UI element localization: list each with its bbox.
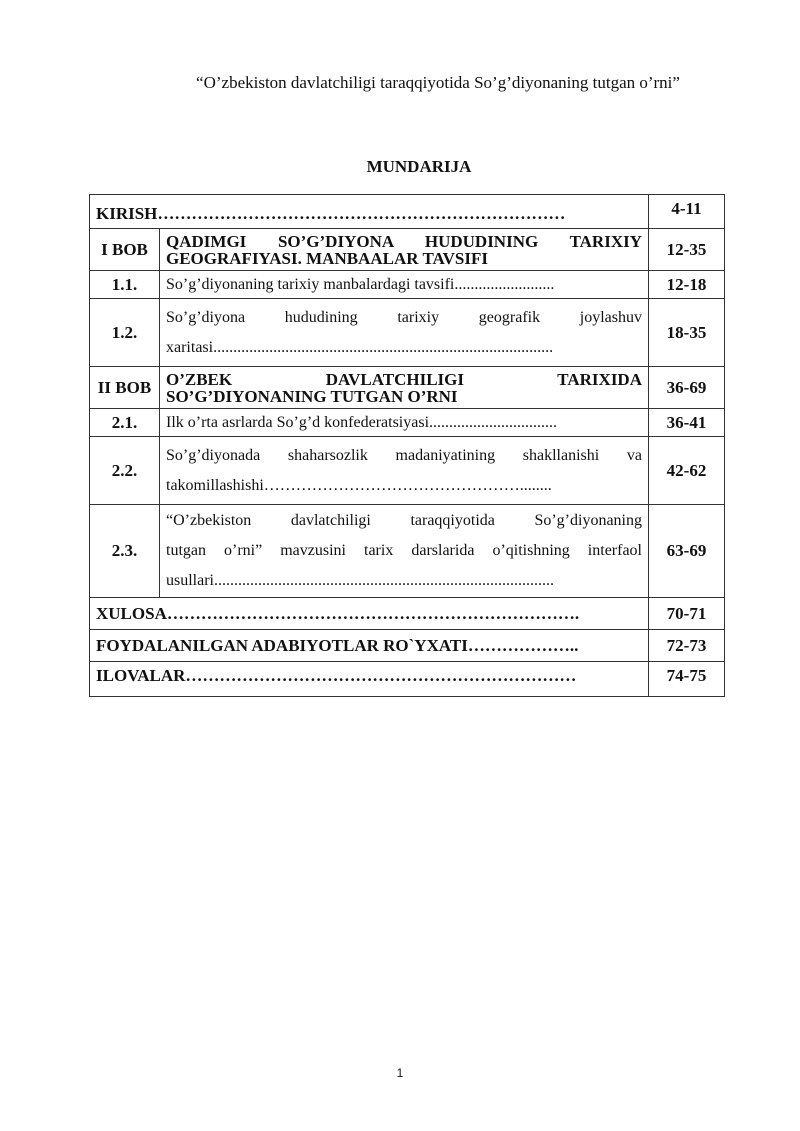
toc-row-kirish bbox=[90, 195, 725, 229]
toc-bob1-title-line1: QADIMGI SO’G’DIYONA HUDUDINING TARIXIY bbox=[166, 231, 642, 251]
page-title: MUNDARIJA bbox=[366, 157, 472, 176]
toc-row-1-1 bbox=[90, 271, 725, 299]
toc-xulosa-label: XULOSA………………………………………………………………. bbox=[90, 598, 649, 630]
toc-bob2-title-line2: SO’G’DIYONANING TUTGAN O’RNI bbox=[166, 386, 458, 406]
toc-bob1-pages: 12-35 bbox=[649, 229, 725, 271]
toc-ilovalar-label: ILOVALAR…………………………………………………………… bbox=[90, 662, 649, 697]
toc-1-2-num: 1.2. bbox=[90, 299, 160, 367]
toc-2-2-text-line2: takomillashishi…………………………………………........ bbox=[166, 476, 552, 494]
toc-bob2-title-line1: O’ZBEK DAVLATCHILIGI TARIXIDA bbox=[166, 369, 642, 389]
toc-1-2-text-line1: So’g’diyona hududining tarixiy geografik joylashuv bbox=[166, 308, 642, 326]
toc-2-1-text: Ilk o’rta asrlarda So’g’d konfederatsiyasi................................ bbox=[160, 409, 649, 437]
toc-1-1-text: So’g’diyonaning tarixiy manbalardagi tavsifi......................... bbox=[160, 271, 649, 299]
toc-bob1-num: I BOB bbox=[90, 229, 160, 271]
toc-2-2-pages: 42-62 bbox=[649, 437, 725, 505]
toc-2-3-text-line1: “O’zbekiston davlatchiligi taraqqiyotida So’g’diyonaning bbox=[166, 512, 642, 529]
toc-bob1-title-line2: GEOGRAFIYASI. MANBAALAR TAVSIFI bbox=[166, 248, 488, 268]
toc-xulosa-pages: 70-71 bbox=[649, 598, 725, 630]
toc-row-2-3 bbox=[90, 505, 725, 598]
document-header: “O’zbekiston davlatchiligi taraqqiyotida So’g’diyonaning tutgan o’rni” bbox=[196, 73, 680, 92]
toc-2-3-text-line3: usullari..................................................................................... bbox=[166, 572, 554, 589]
toc-1-1-num: 1.1. bbox=[90, 271, 160, 299]
toc-1-1-pages: 12-18 bbox=[649, 271, 725, 299]
toc-2-1-pages: 36-41 bbox=[649, 409, 725, 437]
toc-bob2-num: II BOB bbox=[90, 367, 160, 409]
toc-kirish-pages: 4-11 bbox=[649, 195, 725, 229]
toc-1-2-pages: 18-35 bbox=[649, 299, 725, 367]
table-of-contents bbox=[89, 194, 725, 697]
page-number: 1 bbox=[396, 1066, 404, 1080]
toc-1-2-text-line2: xaritasi..................................................................................... bbox=[166, 338, 554, 356]
toc-row-xulosa bbox=[90, 598, 725, 630]
toc-kirish-label: KIRISH……………………………………………………………… bbox=[90, 195, 649, 229]
toc-2-1-num: 2.1. bbox=[90, 409, 160, 437]
toc-ilovalar-pages: 74-75 bbox=[649, 662, 725, 697]
toc-foydalanilgan-label: FOYDALANILGAN ADABIYOTLAR RO`YXATI……………….. bbox=[90, 630, 649, 662]
toc-foydalanilgan-pages: 72-73 bbox=[649, 630, 725, 662]
toc-2-2-num: 2.2. bbox=[90, 437, 160, 505]
toc-2-2-text-line1: So’g’diyonada shaharsozlik madaniyatining shakllanishi va bbox=[166, 446, 642, 464]
toc-2-3-num: 2.3. bbox=[90, 505, 160, 598]
toc-row-2-1 bbox=[90, 409, 725, 437]
toc-row-bob2 bbox=[90, 367, 725, 409]
toc-2-3-text-line2: tutgan o’rni” mavzusini tarix darslarida o’qitishning interfaol bbox=[166, 542, 642, 559]
toc-row-foydalanilgan bbox=[90, 630, 725, 662]
toc-row-2-2 bbox=[90, 437, 725, 505]
toc-bob2-pages: 36-69 bbox=[649, 367, 725, 409]
toc-row-bob1 bbox=[90, 229, 725, 271]
toc-row-ilovalar bbox=[90, 662, 725, 697]
toc-row-1-2 bbox=[90, 299, 725, 367]
toc-2-3-pages: 63-69 bbox=[649, 505, 725, 598]
